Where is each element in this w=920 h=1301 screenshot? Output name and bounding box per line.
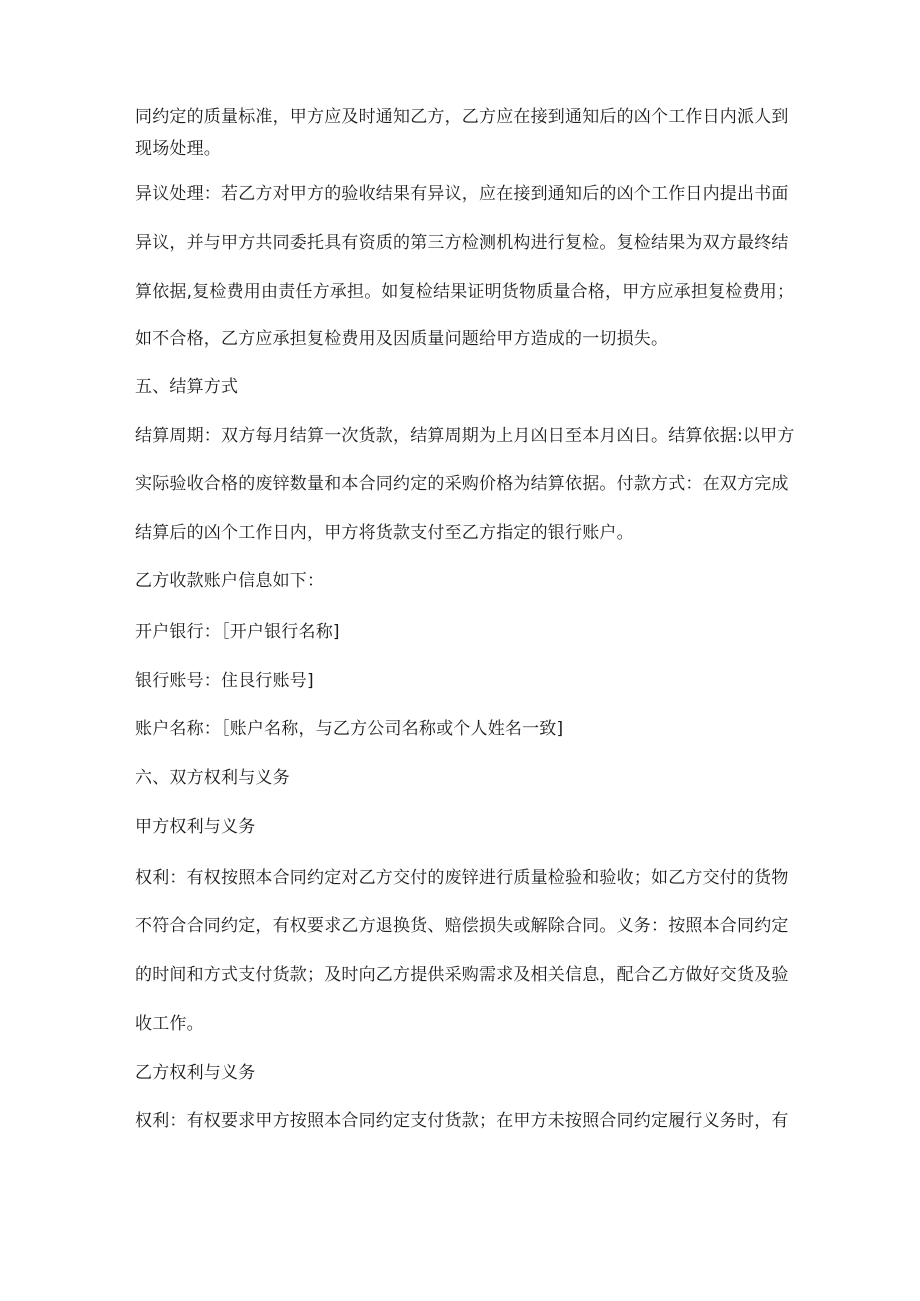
section-heading: 六、双方权利与义务 bbox=[135, 768, 290, 788]
text-line: 实际验收合格的废锌数量和本合同约定的采购价格为结算依据。付款方式：在双方完成 bbox=[135, 474, 789, 494]
section-heading: 五、结算方式 bbox=[135, 377, 239, 397]
text-line: 乙方收款账户信息如下： bbox=[135, 571, 325, 591]
subsection-heading: 甲方权利与义务 bbox=[135, 817, 256, 837]
text-line: 权利：有权按照本合同约定对乙方交付的废锌进行质量检验和验收；如乙方交付的货物 bbox=[135, 868, 789, 888]
text-line: 异议，并与甲方共同委托具有资质的第三方检测机构进行复检。复检结果为双方最终结 bbox=[135, 233, 789, 253]
text-line: 结算后的凶个工作日内，甲方将货款支付至乙方指定的银行账户。 bbox=[135, 523, 634, 543]
text-line: 权利：有权要求甲方按照本合同约定支付货款；在甲方未按照合同约定履行义务时，有 bbox=[135, 1111, 789, 1131]
text-line: 不符合合同约定，有权要求乙方退换货、赔偿损失或解除合同。义务：按照本合同约定 bbox=[135, 916, 789, 936]
text-line: 现场处理。 bbox=[135, 139, 221, 159]
text-line: 同约定的质量标准，甲方应及时通知乙方，乙方应在接到通知后的凶个工作日内派人到 bbox=[135, 107, 789, 127]
text-line: 异议处理：若乙方对甲方的验收结果有异议，应在接到通知后的凶个工作日内提出书面 bbox=[135, 184, 789, 204]
text-line: 的时间和方式支付货款；及时向乙方提供采购需求及相关信息，配合乙方做好交货及验 bbox=[135, 965, 789, 985]
text-line: 如不合格，乙方应承担复检费用及因质量问题给甲方造成的一切损失。 bbox=[135, 329, 669, 349]
text-line: 结算周期：双方每月结算一次货款，结算周期为上月凶日至本月凶日。结算依据:以甲方 bbox=[135, 426, 795, 446]
text-line: 算依据,复检费用由责任方承担。如复检结果证明货物质量合格，甲方应承担复检费用； bbox=[135, 282, 795, 302]
account-name-field: 账户名称：［账户名称，与乙方公司名称或个人姓名一致] bbox=[135, 719, 564, 739]
subsection-heading: 乙方权利与义务 bbox=[135, 1063, 256, 1083]
text-line: 收工作。 bbox=[135, 1014, 204, 1034]
bank-name-field: 开户银行：［开户银行名称] bbox=[135, 622, 340, 642]
bank-account-field: 银行账号：住艮行账号] bbox=[135, 671, 314, 691]
